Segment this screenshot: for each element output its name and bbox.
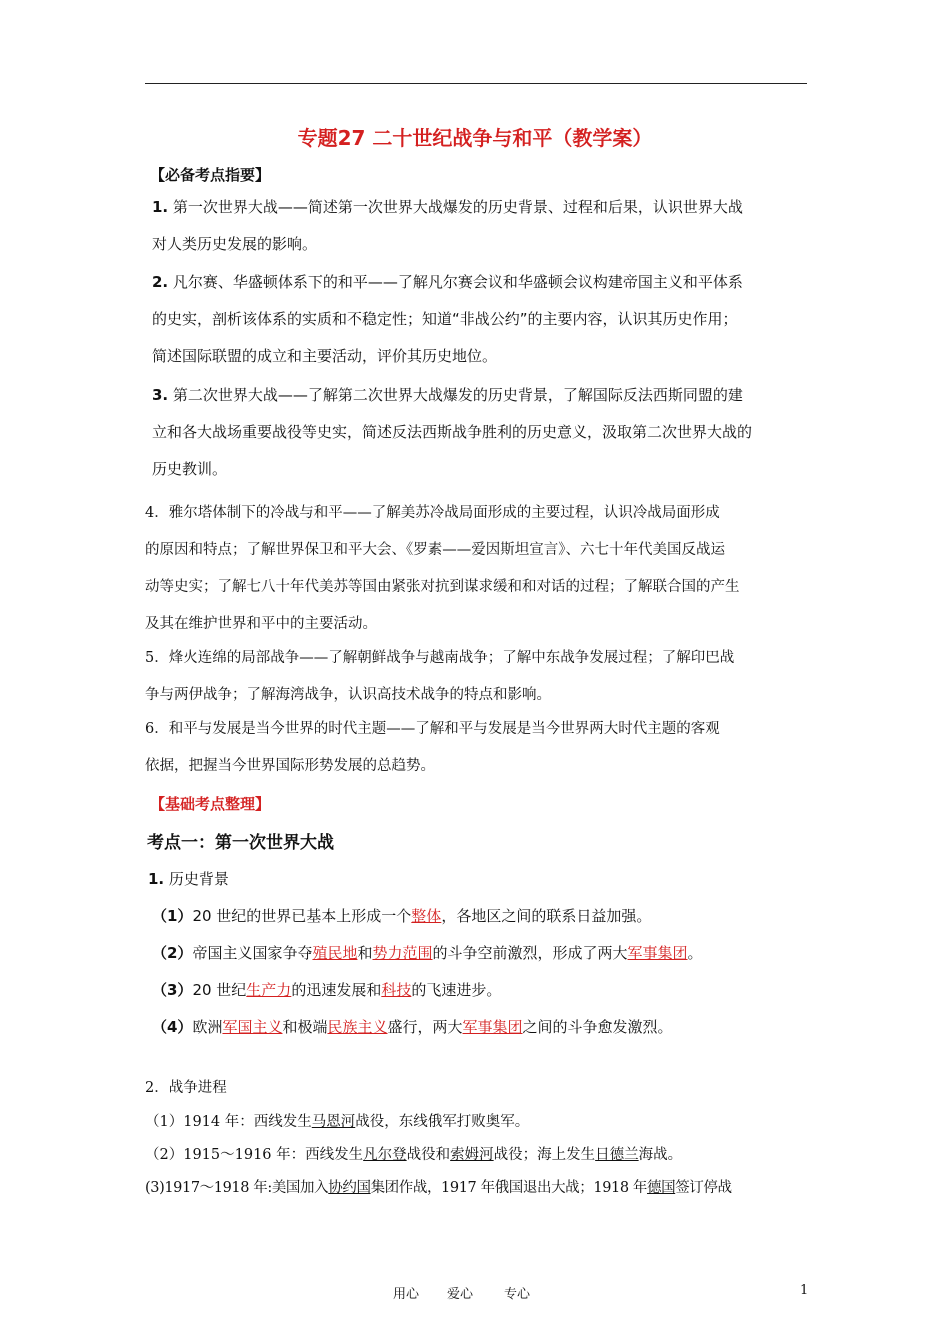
- background-point-2: （2）帝国主义国家争夺殖民地和势力范围的斗争空前激烈，形成了两大军事集团。: [152, 944, 703, 962]
- item-4-line-1: 4．雅尔塔体制下的冷战与和平——了解美苏冷战局面形成的主要过程，认识冷战局面形成: [145, 505, 720, 521]
- item-2-line-2: 的史实，剖析该体系的实质和不稳定性；知道“非战公约”的主要内容，认识其历史作用；: [152, 310, 738, 328]
- header-rule: [145, 83, 807, 84]
- background-point-3: （3）20 世纪生产力的迅速发展和科技的飞速进步。: [152, 981, 502, 999]
- item-4-line-2: 的原因和特点；了解世界保卫和平大会、《罗素——爱因斯坦宣言》、六七十年代美国反战运: [145, 542, 725, 558]
- item-2-line-3: 简述国际联盟的成立和主要活动，评价其历史地位。: [152, 347, 498, 365]
- item-6-line-1: 6．和平与发展是当今世界的时代主题——了解和平与发展是当今世界两大时代主题的客观: [145, 721, 720, 737]
- item-1-line-2: 对人类历史发展的影响。: [152, 235, 318, 253]
- war-process-1: （1）1914 年：西线发生马恩河战役，东线俄军打败奥军。: [145, 1114, 530, 1130]
- item-3-line-1: 3. 第二次世界大战——了解第二次世界大战爆发的历史背景，了解国际反法西斯同盟的建: [152, 386, 743, 404]
- background-point-1: （1）20 世纪的世界已基本上形成一个整体，各地区之间的联系日益加强。: [152, 907, 652, 925]
- item-3-line-2: 立和各大战场重要战役等史实，简述反法西斯战争胜利的历史意义，汲取第二次世界大战的: [152, 423, 753, 441]
- section-heading-required: 【必备考点指要】: [150, 166, 271, 184]
- item-3-line-3: 历史教训。: [152, 460, 228, 478]
- item-4-line-4: 及其在维护世界和平中的主要活动。: [145, 616, 377, 632]
- background-point-4: （4）欧洲军国主义和极端民族主义盛行，两大军事集团之间的斗争愈发激烈。: [152, 1018, 673, 1036]
- kaodian-title: 考点一：第一次世界大战: [147, 833, 334, 853]
- page-number: 1: [800, 1283, 809, 1298]
- document-title: 专题27 二十世纪战争与和平（教学案）: [297, 126, 653, 150]
- item-1-line-1: 1. 第一次世界大战——简述第一次世界大战爆发的历史背景、过程和后果，认识世界大战: [152, 198, 743, 216]
- item-2-line-1: 2. 凡尔赛、华盛顿体系下的和平——了解凡尔赛会议和华盛顿会议构建帝国主义和平体系: [152, 273, 743, 291]
- section-heading-basic: 【基础考点整理】: [150, 795, 271, 813]
- war-process-2: （2）1915～1916 年：西线发生凡尔登战役和索姆河战役；海上发生日德兰海战。: [145, 1147, 683, 1163]
- footer-word-1: 用心: [393, 1287, 420, 1302]
- item-4-line-3: 动等史实；了解七八十年代美苏等国由紧张对抗到谋求缓和和对话的过程；了解联合国的产生: [145, 579, 740, 595]
- footer-word-3: 专心: [504, 1287, 531, 1302]
- item-6-line-2: 依据，把握当今世界国际形势发展的总趋势。: [145, 758, 435, 774]
- item-5-line-1: 5．烽火连绵的局部战争——了解朝鲜战争与越南战争；了解中东战争发展过程；了解印巴战: [145, 650, 735, 666]
- war-process-heading: 2．战争进程: [145, 1080, 227, 1096]
- background-heading: 1. 历史背景: [148, 870, 229, 888]
- war-process-3: (3)1917～1918 年:美国加入协约国集团作战，1917 年俄国退出大战；1918 年德国签订停战: [145, 1180, 732, 1196]
- item-5-line-2: 争与两伊战争；了解海湾战争，认识高技术战争的特点和影响。: [145, 687, 551, 703]
- footer-word-2: 爱心: [447, 1287, 474, 1302]
